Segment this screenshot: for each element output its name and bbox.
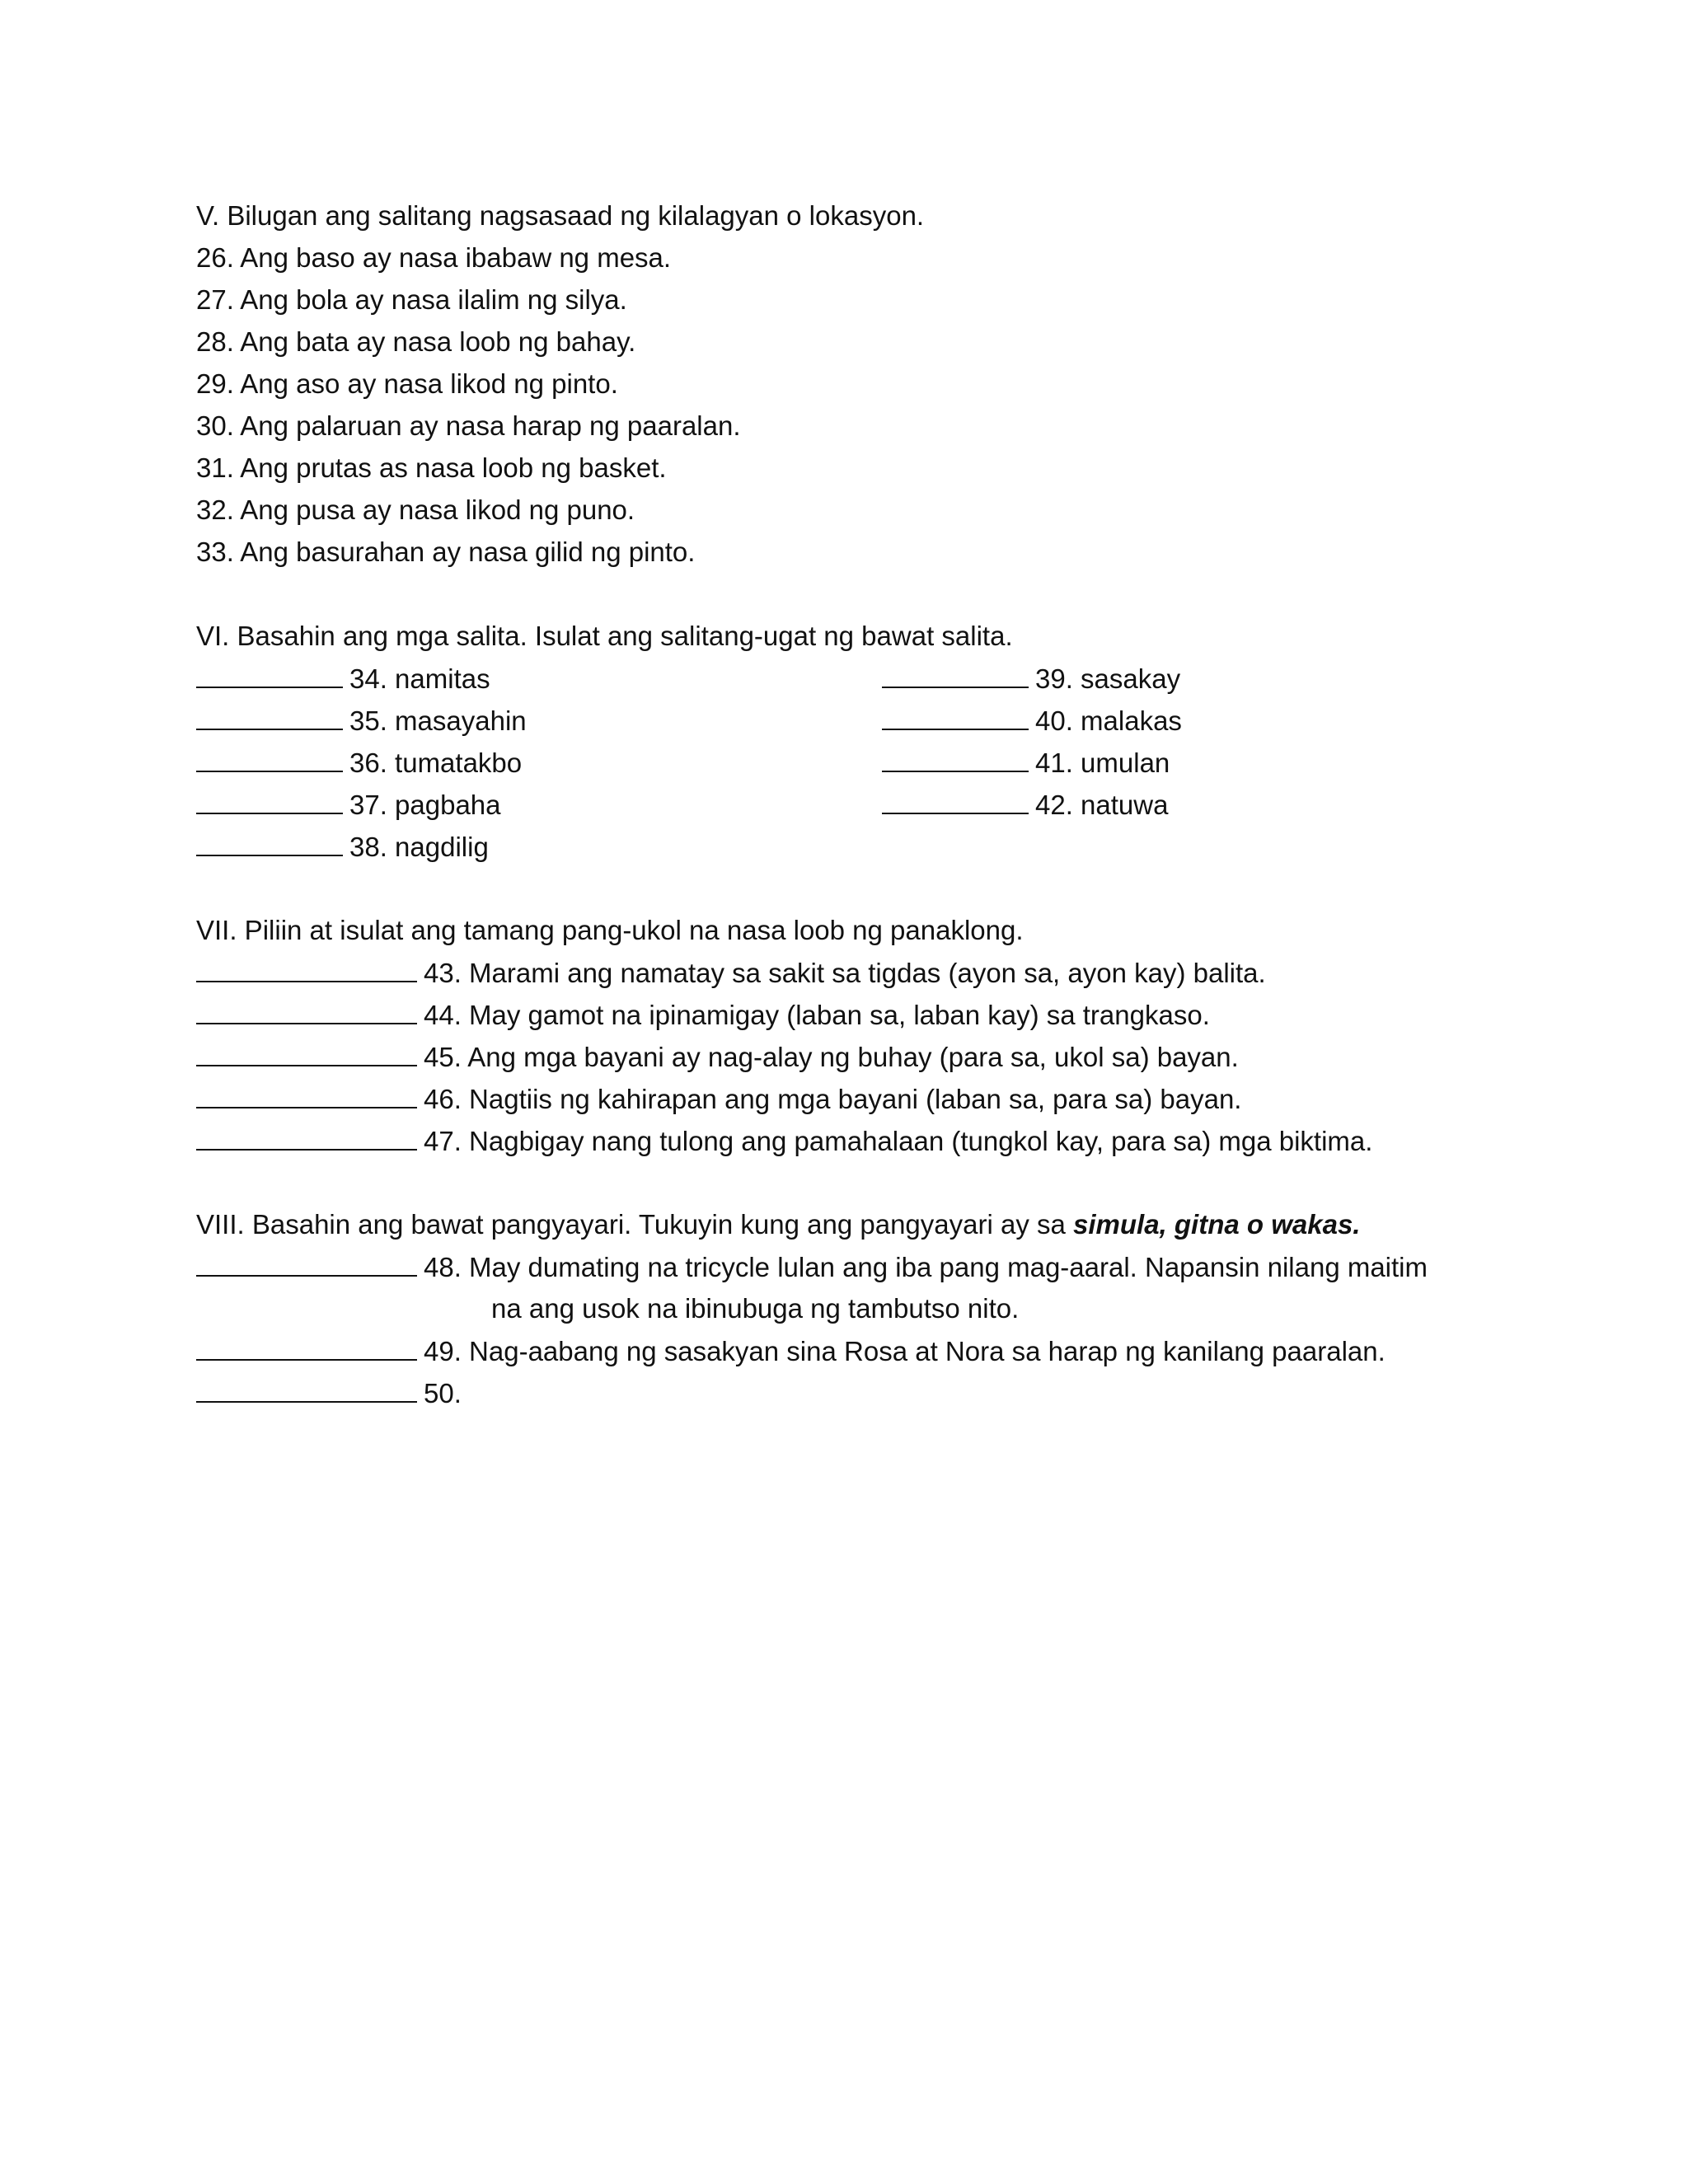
item-label: 41. umulan (1035, 748, 1170, 778)
item-label: 49. Nag-aabang ng sasakyan sina Rosa at Nora sa harap ng kanilang paaralan. (424, 1336, 1386, 1366)
item-label: 47. Nagbigay nang tulong ang pamahalaan (tungkol kay, para sa) mga biktima. (424, 1126, 1373, 1156)
list-item (196, 1124, 1372, 1158)
answer-blank[interactable] (196, 1124, 417, 1151)
answer-blank[interactable] (882, 662, 1029, 688)
answer-blank[interactable] (196, 1376, 417, 1403)
item-label: 43. Marami ang namatay sa sakit sa tigdas (ayon sa, ayon kay) balita. (424, 958, 1266, 988)
list-item (882, 704, 1182, 738)
list-item: 28. Ang bata ay nasa loob ng bahay. (196, 326, 636, 357)
list-item: 33. Ang basurahan ay nasa gilid ng pinto. (196, 537, 696, 567)
list-item (196, 746, 522, 780)
list-item (882, 746, 1170, 780)
list-item (196, 662, 490, 696)
heading-emphasis: simula, gitna o wakas. (1073, 1209, 1361, 1240)
answer-blank[interactable] (882, 704, 1029, 730)
list-item: 27. Ang bola ay nasa ilalim ng silya. (196, 284, 627, 315)
item-label: 34. namitas (349, 663, 490, 694)
answer-blank[interactable] (196, 746, 343, 772)
list-item: 26. Ang baso ay nasa ibabaw ng mesa. (196, 242, 672, 273)
answer-blank[interactable] (196, 1082, 417, 1108)
list-item (196, 1334, 1386, 1368)
item-label: 40. malakas (1035, 705, 1182, 736)
list-item (196, 1376, 462, 1410)
item-label: 35. masayahin (349, 705, 527, 736)
section-v-heading: V. Bilugan ang salitang nagsasaad ng kilalagyan o lokasyon. (196, 200, 925, 231)
list-item: 31. Ang prutas as nasa loob ng basket. (196, 452, 667, 483)
list-item (196, 1082, 1241, 1116)
list-item (196, 1040, 1239, 1074)
list-item: 30. Ang palaruan ay nasa harap ng paaralan. (196, 410, 741, 441)
list-item (882, 788, 1168, 822)
answer-blank[interactable] (196, 788, 343, 814)
item-label: 39. sasakay (1035, 663, 1181, 694)
list-item: 29. Ang aso ay nasa likod ng pinto. (196, 368, 618, 399)
list-item (196, 830, 489, 864)
answer-blank[interactable] (196, 830, 343, 856)
answer-blank[interactable] (196, 1040, 417, 1066)
item-label: 48. May dumating na tricycle lulan ang iba pang mag-aaral. Napansin nilang maitim (424, 1252, 1428, 1282)
answer-blank[interactable] (882, 788, 1029, 814)
answer-blank[interactable] (196, 704, 343, 730)
item-label: 45. Ang mga bayani ay nag-alay ng buhay (para sa, ukol sa) bayan. (424, 1042, 1239, 1072)
section-vii-heading: VII. Piliin at isulat ang tamang pang-ukol na nasa loob ng panaklong. (196, 915, 1024, 945)
item-label: 38. nagdilig (349, 832, 489, 862)
item-continuation: na ang usok na ibinubuga ng tambutso nito. (491, 1293, 1020, 1324)
section-viii-heading (196, 1208, 1360, 1241)
item-label: 37. pagbaha (349, 790, 501, 820)
answer-blank[interactable] (196, 662, 343, 688)
heading-text: VIII. Basahin ang bawat pangyayari. Tukuyin kung ang pangyayari ay sa (196, 1209, 1074, 1240)
list-item (196, 956, 1266, 990)
answer-blank[interactable] (882, 746, 1029, 772)
answer-blank[interactable] (196, 998, 417, 1024)
item-label: 36. tumatakbo (349, 748, 523, 778)
answer-blank[interactable] (196, 1250, 417, 1277)
list-item (882, 662, 1180, 696)
answer-blank[interactable] (196, 956, 417, 982)
list-item (196, 998, 1210, 1032)
item-label: 50. (424, 1378, 462, 1408)
item-label: 46. Nagtiis ng kahirapan ang mga bayani (laban sa, para sa) bayan. (424, 1084, 1242, 1114)
item-label: 44. May gamot na ipinamigay (laban sa, laban kay) sa trangkaso. (424, 1000, 1210, 1030)
list-item (196, 1250, 1428, 1284)
list-item (196, 788, 501, 822)
list-item (196, 704, 527, 738)
list-item: 32. Ang pusa ay nasa likod ng puno. (196, 494, 635, 525)
section-vi-heading: VI. Basahin ang mga salita. Isulat ang salitang-ugat ng bawat salita. (196, 621, 1013, 651)
item-label: 42. natuwa (1035, 790, 1169, 820)
answer-blank[interactable] (196, 1334, 417, 1361)
